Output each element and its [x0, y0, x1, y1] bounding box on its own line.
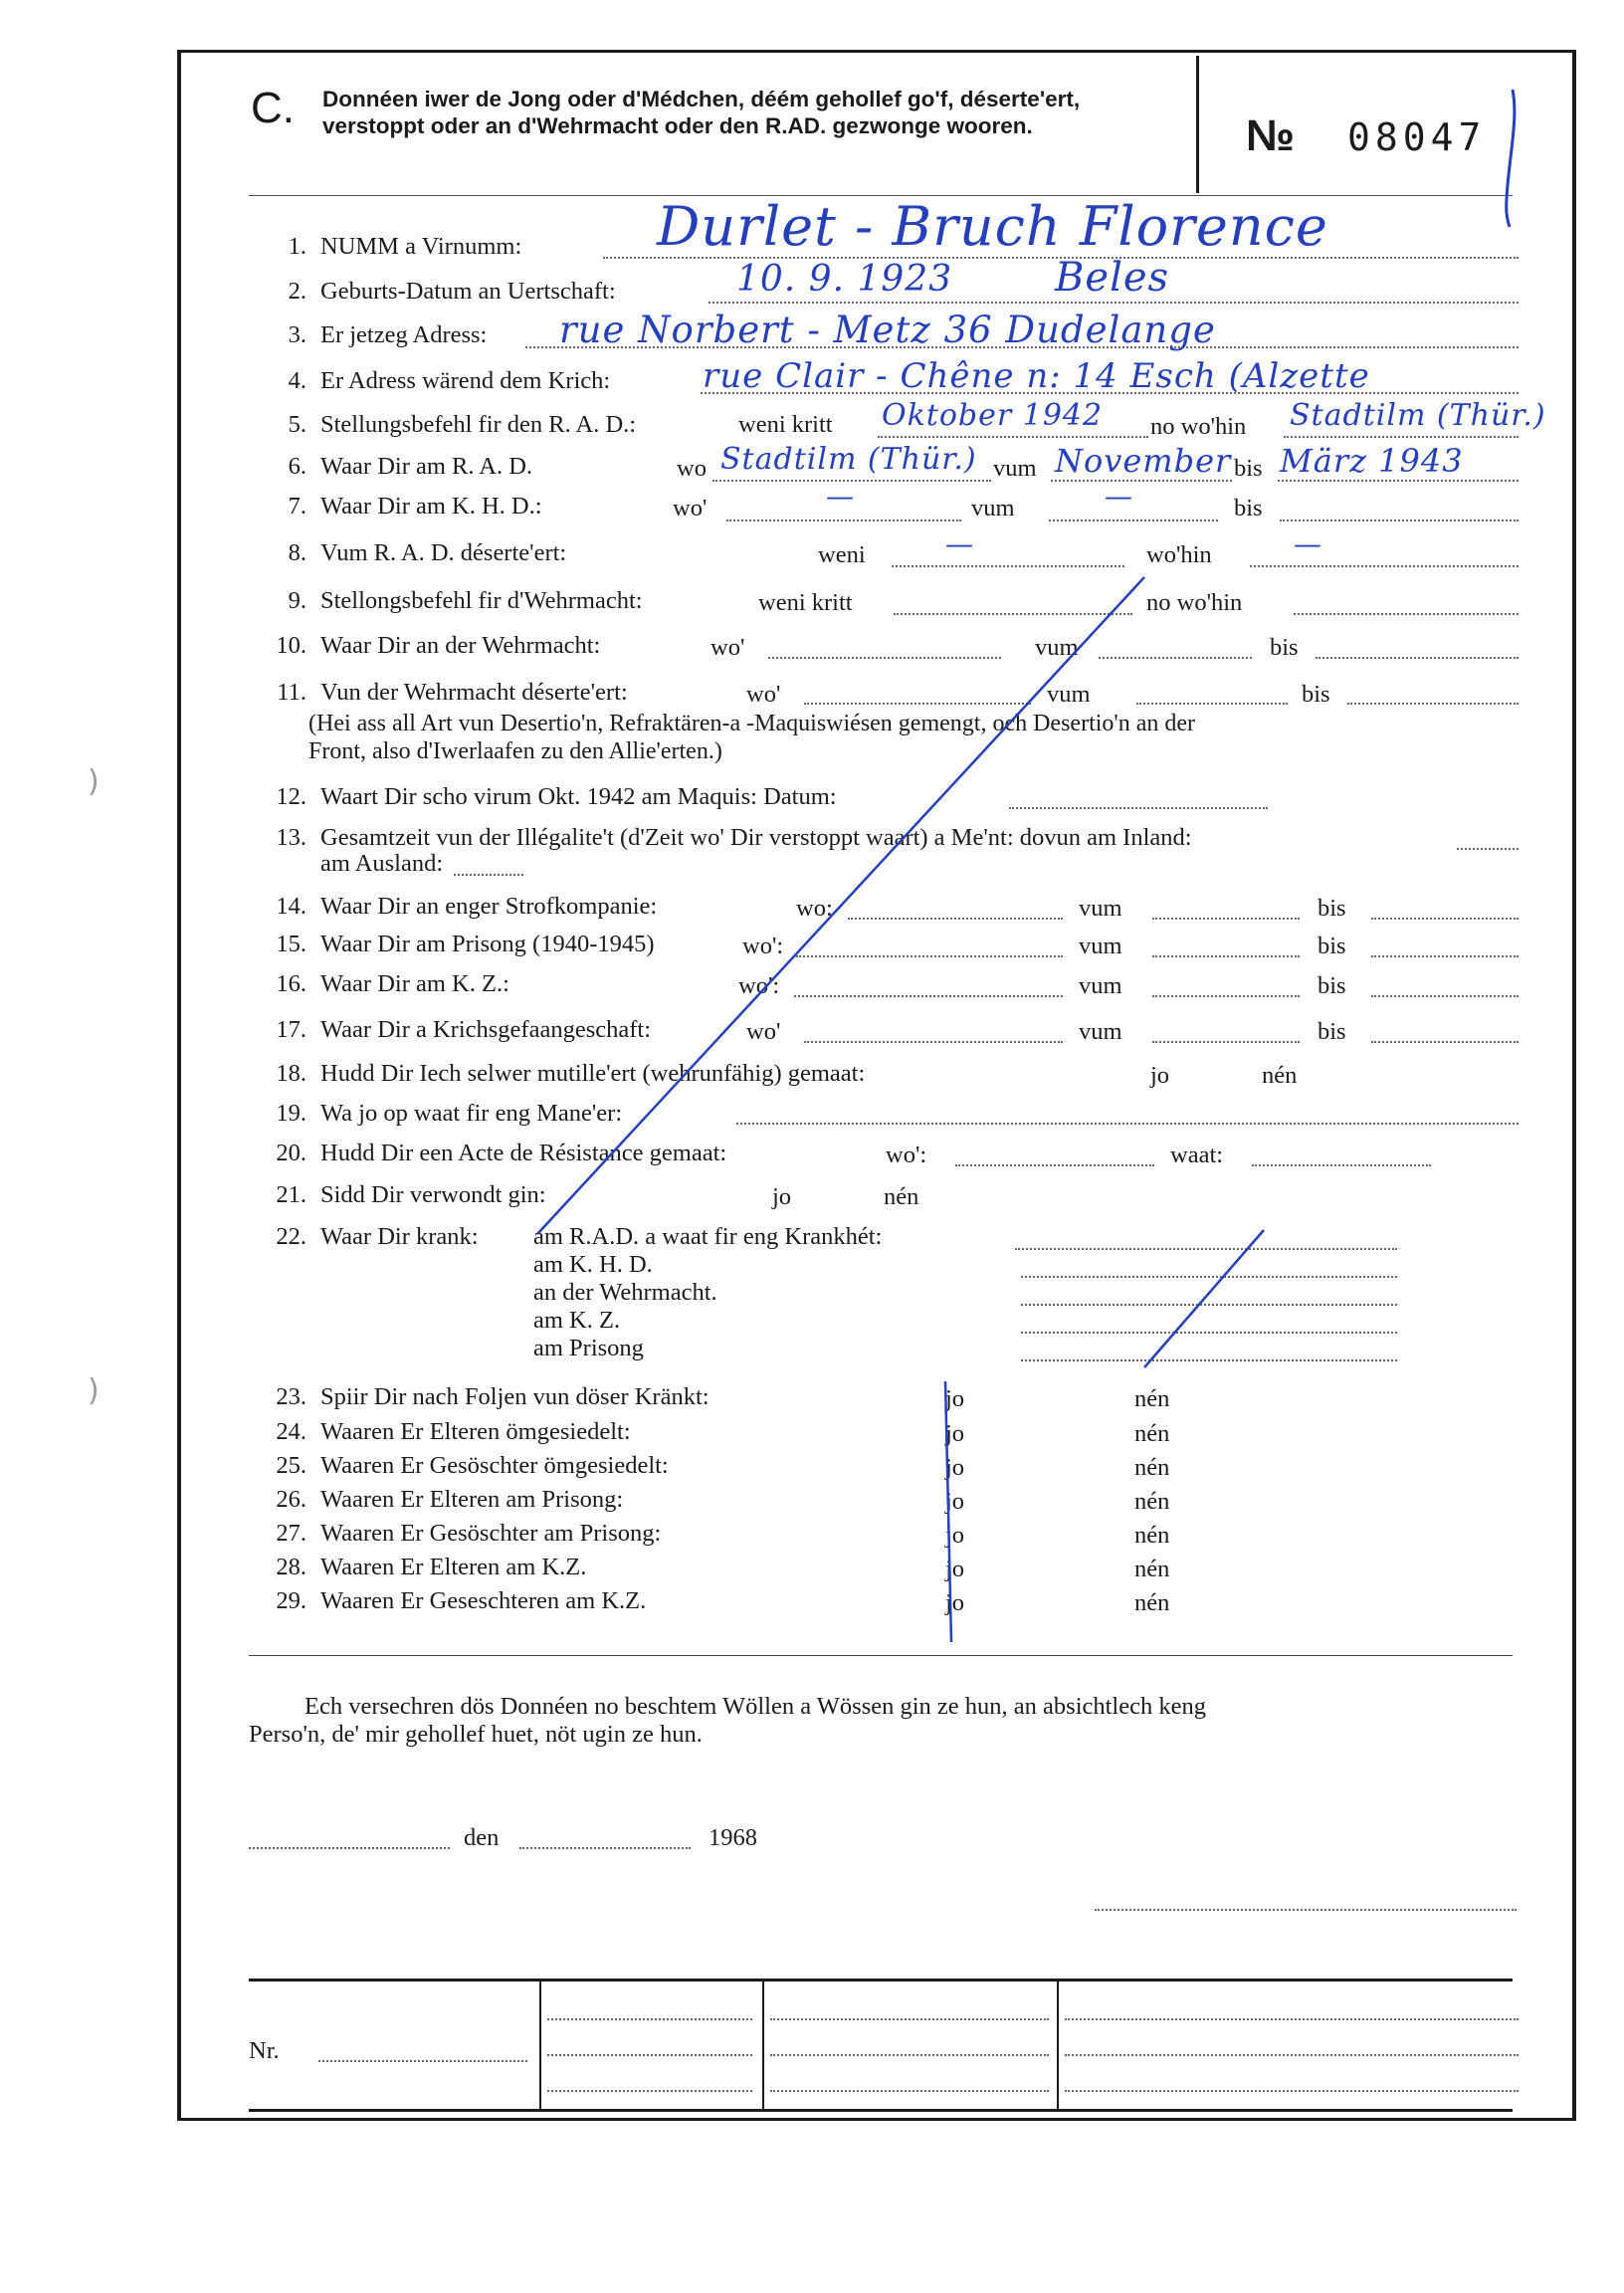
item-10: 10. Waar Dir an der Wehrmacht:: [276, 632, 601, 659]
item-18: 18. Hudd Dir Iech selwer mutille'ert (wehrunfähig) gemaat:: [276, 1060, 866, 1087]
option-nen[interactable]: nén: [884, 1183, 919, 1210]
binding-mark: ): [88, 764, 100, 799]
item-22-kz: am K. Z.: [533, 1307, 621, 1334]
option-nen[interactable]: nén: [1262, 1062, 1298, 1089]
option-jo[interactable]: jo: [945, 1522, 965, 1549]
binding-mark: ): [88, 1373, 100, 1408]
label-wo: wo': [746, 681, 781, 708]
nr-label: Nr.: [249, 2037, 280, 2064]
item-4: 4. Er Adress wärend dem Krich:: [288, 367, 611, 394]
declaration-line: Ech versechren dös Donnéen no beschtem Wöllen a Wössen gin ze hun, an absichtlech keng: [304, 1693, 1206, 1720]
item-14: 14. Waar Dir an enger Strofkompanie:: [276, 893, 658, 920]
label-bis: bis: [1234, 495, 1263, 521]
item-5: 5. Stellungsbefehl fir den R. A. D.:: [288, 411, 637, 438]
item-20: 20. Hudd Dir een Acte de Résistance gemaat:: [276, 1140, 727, 1166]
label-wo: wo':: [738, 972, 780, 999]
label-vum: vum: [1079, 895, 1122, 922]
item-16: 16. Waar Dir am K. Z.:: [276, 970, 509, 997]
label-waat: waat:: [1170, 1142, 1224, 1168]
item-13: 13. Gesamtzeit vun der Illégalite't (d'Zeit wo' Dir verstoppt waart) a Me'nt: dovun am Inland:: [276, 824, 1192, 851]
item-6: 6. Waar Dir am R. A. D.: [288, 453, 533, 480]
item-15: 15. Waar Dir am Prisong (1940-1945): [276, 931, 655, 957]
option-nen[interactable]: nén: [1134, 1420, 1170, 1447]
item-22-khd: am K. H. D.: [533, 1251, 653, 1278]
option-nen[interactable]: nén: [1134, 1385, 1170, 1412]
item-28: 28. Waaren Er Elteren am K.Z.: [276, 1554, 587, 1580]
label-wo: wo': [710, 634, 745, 661]
hw-rad-where: Stadtilm (Thür.): [720, 442, 977, 477]
item-26: 26. Waaren Er Elteren am Prisong:: [276, 1486, 624, 1513]
option-jo[interactable]: jo: [945, 1420, 965, 1447]
item-21: 21. Sidd Dir verwondt gin:: [276, 1181, 546, 1208]
option-jo[interactable]: jo: [945, 1385, 965, 1412]
option-jo[interactable]: jo: [945, 1454, 965, 1481]
ink-check-mark: [1507, 90, 1515, 227]
label-bis: bis: [1270, 634, 1299, 661]
item-22-rad: am R.A.D. a waat fir eng Krankhét:: [533, 1223, 883, 1250]
item-3: 3. Er jetzeg Adress:: [288, 321, 488, 348]
label-vum: vum: [993, 455, 1037, 482]
option-jo[interactable]: jo: [945, 1556, 965, 1582]
item-8: 8. Vum R. A. D. déserte'ert:: [288, 539, 567, 566]
label-vum: vum: [1079, 972, 1122, 999]
serial-number: 08047: [1347, 115, 1487, 159]
label-wohin: wo'hin: [1146, 541, 1212, 568]
label-bis: bis: [1318, 972, 1346, 999]
label-wo: wo: [677, 455, 707, 482]
option-nen[interactable]: nén: [1134, 1488, 1170, 1515]
option-nen[interactable]: nén: [1134, 1522, 1170, 1549]
label-vum: vum: [1079, 1018, 1122, 1045]
hw-name: Durlet - Bruch Florence: [657, 195, 1328, 258]
hw-address-war: rue Clair - Chêne n: 14 Esch (Alzette: [703, 356, 1370, 396]
item-11-note: (Hei ass all Art vun Desertio'n, Refraktären-a -Maquiswiésen gemengt, och Desertio'n an der: [308, 711, 1196, 736]
item-13-ausland: am Ausland:: [320, 850, 444, 877]
label-bis: bis: [1302, 681, 1330, 708]
label-no-wohin: no wo'hin: [1150, 413, 1247, 440]
item-25: 25. Waaren Er Gesöschter ömgesiedelt:: [276, 1452, 669, 1479]
label-wo: wo':: [886, 1142, 927, 1168]
section-title: Donnéen iwer de Jong oder d'Médchen, déém gehollef go'f, déserte'ert, verstoppt oder an d'Wehrmacht oder den R.AD. gezwonge wooren.: [322, 87, 1081, 138]
item-2: 2. Geburts-Datum an Uertschaft:: [288, 278, 616, 305]
item-19: 19. Wa jo op waat fir eng Mane'er:: [276, 1100, 623, 1127]
ink-vertical-line: [945, 1381, 951, 1642]
hw-rad-to: März 1943: [1280, 442, 1464, 480]
label-den: den: [464, 1824, 500, 1851]
option-nen[interactable]: nén: [1134, 1589, 1170, 1616]
label-wo: wo:: [796, 895, 833, 922]
number-sign: №: [1246, 111, 1296, 160]
option-jo[interactable]: jo: [772, 1183, 792, 1210]
label-no-wohin: no wo'hin: [1146, 589, 1243, 616]
hw-dash: —: [826, 480, 855, 513]
item-24: 24. Waaren Er Elteren ömgesiedelt:: [276, 1418, 631, 1445]
option-nen[interactable]: nén: [1134, 1556, 1170, 1582]
item-22-wehrmacht: an der Wehrmacht.: [533, 1279, 717, 1306]
item-11-note: Front, also d'Iwerlaafen zu den Allie'erten.): [308, 738, 722, 764]
ink-diagonal-slash: [537, 577, 1144, 1234]
label-wo: wo': [746, 1018, 781, 1045]
item-29: 29. Waaren Er Geseschteren am K.Z.: [276, 1587, 647, 1614]
hw-rad-order-where: Stadtilm (Thür.): [1290, 398, 1546, 433]
label-weni-kritt: weni kritt: [758, 589, 853, 616]
item-11: 11. Vun der Wehrmacht déserte'ert:: [277, 679, 628, 706]
label-vum: vum: [971, 495, 1015, 521]
hw-birth-date: 10. 9. 1923: [736, 259, 953, 300]
hw-dash: —: [945, 527, 974, 560]
year-label: 1968: [709, 1824, 757, 1851]
item-1: 1. NUMM a Virnumm:: [288, 233, 522, 260]
label-weni-kritt: weni kritt: [738, 411, 833, 438]
option-jo[interactable]: jo: [1150, 1062, 1170, 1089]
declaration-line: Perso'n, de' mir gehollef huet, nöt ugin ze hun.: [249, 1721, 703, 1748]
hw-birth-place: Beles: [1055, 255, 1170, 301]
option-nen[interactable]: nén: [1134, 1454, 1170, 1481]
label-wo: wo': [673, 495, 708, 521]
option-jo[interactable]: jo: [945, 1589, 965, 1616]
label-wo: wo':: [742, 933, 784, 959]
item-23: 23. Spiir Dir nach Foljen vun döser Kränkt:: [276, 1383, 710, 1410]
ink-diagonal-slash: [1144, 1230, 1264, 1367]
label-weni: weni: [818, 541, 866, 568]
hw-dash: —: [1294, 527, 1322, 560]
item-22-prisong: am Prisong: [533, 1335, 644, 1361]
item-12: 12. Waart Dir scho virum Okt. 1942 am Maquis: Datum:: [276, 783, 837, 810]
label-bis: bis: [1318, 933, 1346, 959]
item-27: 27. Waaren Er Gesöschter am Prisong:: [276, 1520, 662, 1547]
hw-rad-from: November: [1055, 442, 1232, 480]
item-17: 17. Waar Dir a Krichsgefaangeschaft:: [276, 1016, 652, 1043]
label-vum: vum: [1035, 634, 1079, 661]
option-jo[interactable]: jo: [945, 1488, 965, 1515]
label-bis: bis: [1234, 455, 1263, 482]
hw-address-now: rue Norbert - Metz 36 Dudelange: [559, 309, 1216, 351]
hw-dash: —: [1105, 480, 1133, 513]
item-7: 7. Waar Dir am K. H. D.:: [288, 493, 542, 520]
hw-rad-order-when: Oktober 1942: [882, 398, 1104, 433]
item-22: 22. Waar Dir krank:: [276, 1223, 479, 1250]
label-bis: bis: [1318, 1018, 1346, 1045]
section-letter: C.: [251, 84, 295, 132]
label-vum: vum: [1079, 933, 1122, 959]
item-9: 9. Stellongsbefehl fir d'Wehrmacht:: [288, 587, 643, 614]
label-vum: vum: [1047, 681, 1091, 708]
label-bis: bis: [1318, 895, 1346, 922]
